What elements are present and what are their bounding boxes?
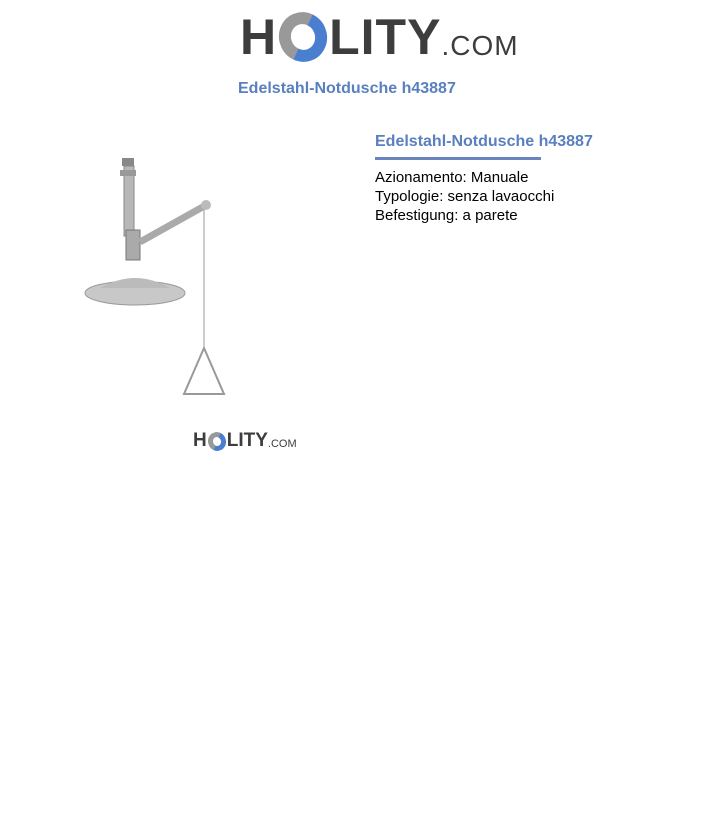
product-title: Edelstahl-Notdusche h43887 — [375, 133, 593, 150]
attribute-mounting: Befestigung: a parete — [375, 207, 518, 224]
image-watermark-logo — [193, 431, 297, 451]
attribute-type: Typologie: senza lavaocchi — [375, 188, 555, 205]
attribute-actuation: Azionamento: Manuale — [375, 169, 529, 186]
logo-com: .COM — [267, 438, 297, 450]
logo-text: LITY — [226, 430, 268, 451]
title-underline — [375, 157, 541, 160]
logo-h: H — [193, 430, 207, 451]
logo-com: .COM — [441, 30, 519, 61]
logo-text: LITY — [329, 9, 442, 65]
logo-ring-icon — [205, 429, 228, 453]
product-image — [80, 150, 230, 400]
logo-ring-icon — [272, 5, 334, 68]
logo-h: H — [240, 9, 278, 65]
page-title: Edelstahl-Notdusche h43887 — [238, 80, 456, 97]
holity-logo — [240, 9, 519, 65]
product-attributes — [375, 168, 554, 225]
